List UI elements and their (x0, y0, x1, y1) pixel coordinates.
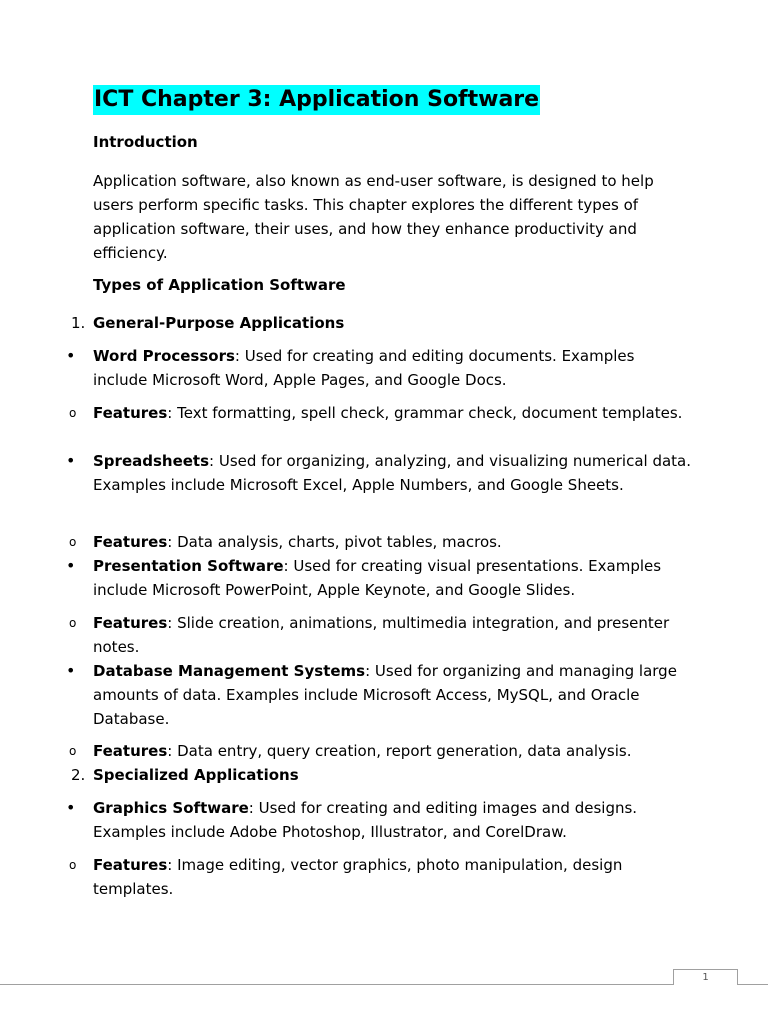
item-description: : Used for organizing, analyzing, and visualizing numerical data. Examples include Microsoft Excel, Apple Numbers, and Google Sheets. (93, 452, 692, 494)
list-item (93, 344, 693, 392)
page-number: 1 (673, 969, 738, 985)
circle-bullet-icon: o (69, 744, 77, 758)
intro-paragraph: Application software, also known as end-user software, is designed to help users perform specific tasks. This chapter explores the different types of application software, their uses, and how they enhance productivity and efficiency. (93, 172, 654, 262)
bullet-icon: • (66, 346, 76, 365)
features-label: Features (93, 742, 168, 760)
item-term: Database Management Systems (93, 662, 366, 680)
features-text: : Image editing, vector graphics, photo manipulation, design templates. (93, 856, 623, 898)
features-item (93, 853, 693, 901)
types-heading: Types of Application Software (93, 276, 346, 294)
features-item (93, 530, 693, 554)
page-title: ICT Chapter 3: Application Software (93, 85, 540, 115)
list-item (93, 659, 693, 731)
circle-bullet-icon: o (69, 616, 77, 630)
item-term: Presentation Software (93, 557, 284, 575)
bullet-icon: • (66, 451, 76, 470)
section-heading: General-Purpose Applications (93, 314, 345, 332)
item-description: : Used for creating visual presentations. Examples include Microsoft PowerPoint, Apple Keynote, and Google Slides. (93, 557, 662, 599)
bullet-icon: • (66, 556, 76, 575)
features-label: Features (93, 614, 168, 632)
features-label: Features (93, 856, 168, 874)
features-label: Features (93, 533, 168, 551)
circle-bullet-icon: o (69, 535, 77, 549)
features-text: : Text formatting, spell check, grammar check, document templates. (167, 404, 683, 422)
section-number: 2. (71, 766, 86, 784)
features-item (93, 401, 693, 425)
features-item (93, 739, 693, 763)
section-heading: Specialized Applications (93, 766, 299, 784)
section-number: 1. (71, 314, 86, 332)
features-label: Features (93, 404, 168, 422)
bullet-icon: • (66, 661, 76, 680)
item-description: : Used for creating and editing documents. Examples include Microsoft Word, Apple Pages, and Google Docs. (93, 347, 635, 389)
list-item (93, 449, 693, 497)
features-text: : Slide creation, animations, multimedia integration, and presenter notes. (93, 614, 670, 656)
circle-bullet-icon: o (69, 858, 77, 872)
list-item (93, 554, 693, 602)
item-description: : Used for creating and editing images and designs. Examples include Adobe Photoshop, Illustrator, and CorelDraw. (93, 799, 638, 841)
item-term: Graphics Software (93, 799, 249, 817)
features-item (93, 611, 693, 659)
circle-bullet-icon: o (69, 406, 77, 420)
item-term: Spreadsheets (93, 452, 210, 470)
features-text: : Data analysis, charts, pivot tables, macros. (167, 533, 502, 551)
intro-heading: Introduction (93, 133, 198, 151)
bullet-icon: • (66, 798, 76, 817)
item-term: Word Processors (93, 347, 235, 365)
list-item (93, 796, 693, 844)
item-description: : Used for organizing and managing large amounts of data. Examples include Microsoft Access, MySQL, and Oracle Database. (93, 662, 677, 728)
features-text: : Data entry, query creation, report generation, data analysis. (167, 742, 632, 760)
footer-divider (0, 984, 768, 985)
